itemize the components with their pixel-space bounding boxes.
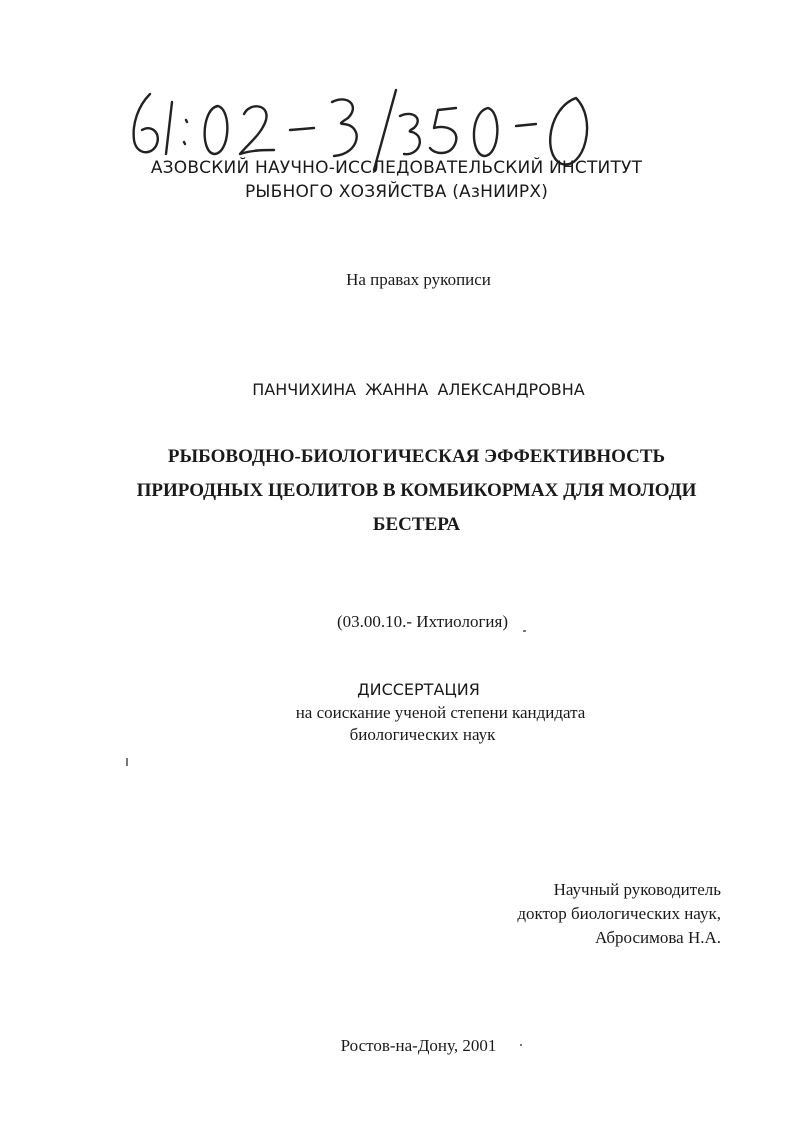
supervisor-block <box>461 878 721 950</box>
dissertation-title-line-2: ПРИРОДНЫХ ЦЕОЛИТОВ В КОМБИКОРМАХ ДЛЯ МОЛОДИ <box>136 480 697 501</box>
institute-line-1: АЗОВСКИЙ НАУЧНО-ИССЛЕДОВАТЕЛЬСКИЙ ИНСТИТУТ <box>150 158 643 178</box>
supervisor-label: Научный руководитель <box>553 880 721 899</box>
scan-speck <box>520 1044 522 1046</box>
dissertation-title-line-3: БЕСТЕРА <box>372 514 461 535</box>
specialty: (03.00.10.- Ихтиология) <box>336 612 508 631</box>
institute-line-2: РЫБНОГО ХОЗЯЙСТВА (АзНИИРХ) <box>244 182 549 202</box>
dissertation-degree-line-2: биологических наук <box>349 725 496 744</box>
dissertation-degree-line-1: на соискание ученой степени кандидата <box>295 703 586 722</box>
place-and-year: Ростов-на-Дону, 2001 <box>340 1036 497 1055</box>
supervisor-degree: доктор биологических наук, <box>517 904 721 923</box>
dissertation-label: ДИССЕРТАЦИЯ <box>357 680 480 699</box>
scan-speck <box>523 630 526 632</box>
manuscript-note: На правах рукописи <box>346 270 491 289</box>
author-name: ПАНЧИХИНА ЖАННА АЛЕКСАНДРОВНА <box>252 380 585 399</box>
dissertation-title-line-1: РЫБОВОДНО-БИОЛОГИЧЕСКАЯ ЭФФЕКТИВНОСТЬ <box>167 446 666 467</box>
supervisor-name: Абросимова Н.А. <box>594 928 721 947</box>
scan-speck <box>126 758 128 766</box>
